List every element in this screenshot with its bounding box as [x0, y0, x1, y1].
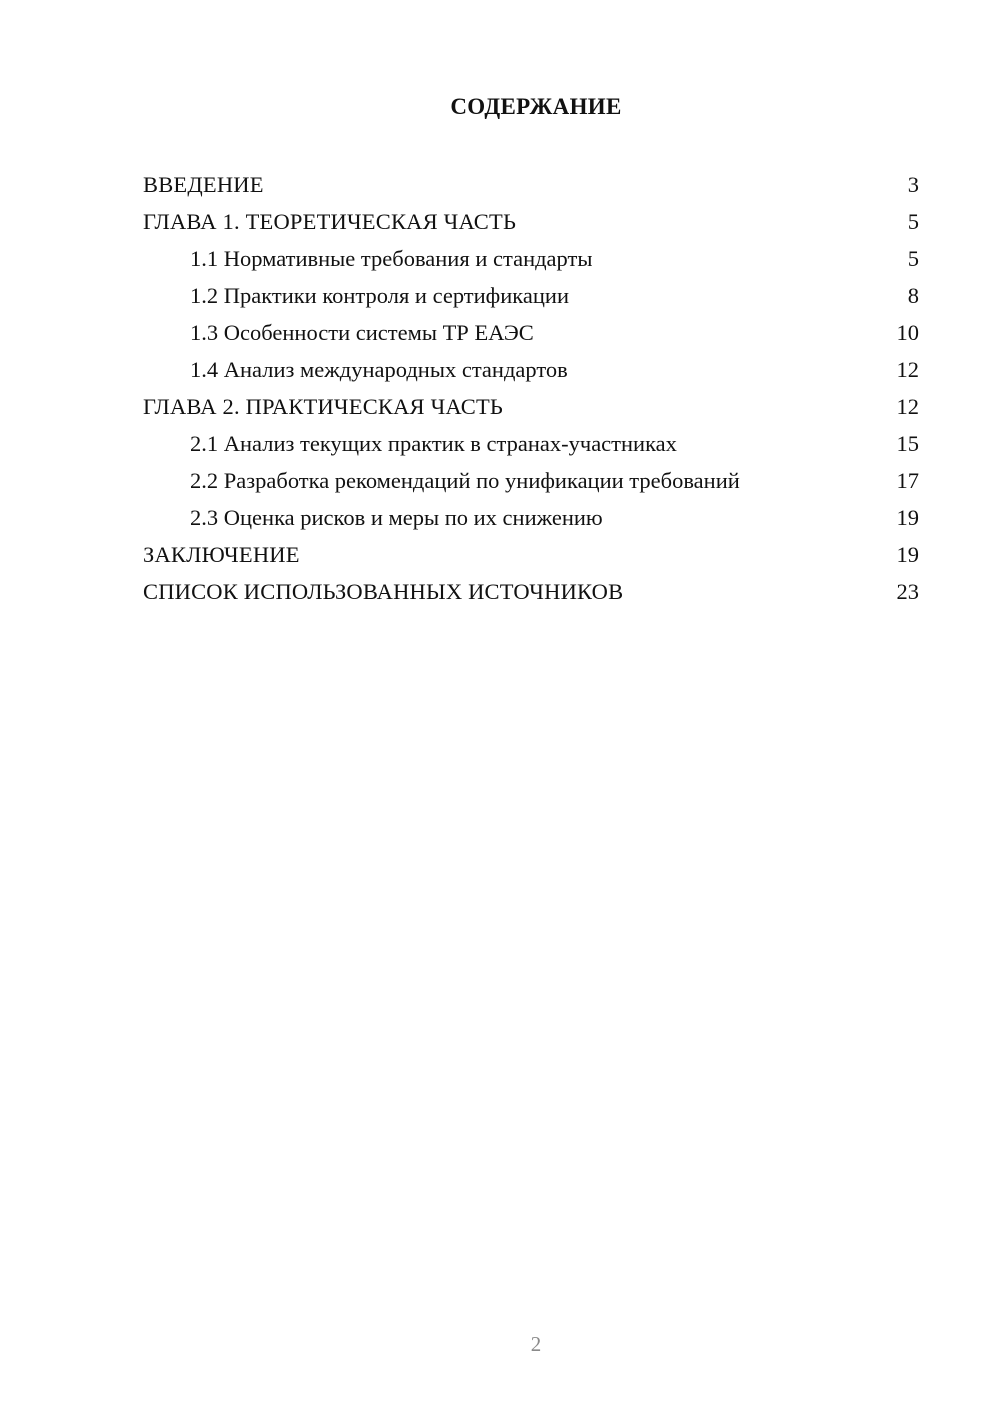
toc-entry-section-1-1[interactable]	[143, 240, 919, 277]
toc-entry-references[interactable]	[143, 573, 919, 610]
page-number: 2	[530, 1332, 542, 1356]
toc-entry-label: ГЛАВА 2. ПРАКТИЧЕСКАЯ ЧАСТЬ	[143, 394, 504, 419]
toc-entry-page: 23	[896, 579, 919, 604]
toc-entry-introduction[interactable]	[143, 166, 919, 203]
toc-entry-label: ЗАКЛЮЧЕНИЕ	[143, 542, 300, 567]
toc-entry-label: 2.3 Оценка рисков и меры по их снижению	[190, 505, 603, 530]
toc-entry-label: 2.1 Анализ текущих практик в странах-участниках	[190, 431, 677, 456]
toc-entry-page: 12	[896, 394, 919, 419]
toc-entry-label: 1.2 Практики контроля и сертификации	[190, 283, 569, 308]
toc-entry-page: 3	[907, 172, 919, 197]
toc-entry-page: 17	[896, 468, 919, 493]
toc-entry-section-2-2[interactable]	[143, 462, 919, 499]
toc-entry-page: 5	[907, 246, 919, 271]
toc-entry-label: ГЛАВА 1. ТЕОРЕТИЧЕСКАЯ ЧАСТЬ	[143, 209, 517, 234]
toc-entry-label: СПИСОК ИСПОЛЬЗОВАННЫХ ИСТОЧНИКОВ	[143, 579, 624, 604]
toc-entry-page: 15	[896, 431, 919, 456]
toc-entry-chapter-1[interactable]	[143, 203, 919, 240]
toc-entry-label: ВВЕДЕНИЕ	[143, 172, 264, 197]
toc-entry-section-1-3[interactable]	[143, 314, 919, 351]
toc-entry-label: 1.1 Нормативные требования и стандарты	[190, 246, 593, 271]
toc-entry-label: 1.3 Особенности системы ТР ЕАЭС	[190, 320, 534, 345]
toc-entry-section-1-4[interactable]	[143, 351, 919, 388]
toc-entry-section-1-2[interactable]	[143, 277, 919, 314]
toc-entry-page: 8	[907, 283, 919, 308]
toc-entry-page: 19	[896, 542, 919, 567]
toc-entry-page: 19	[896, 505, 919, 530]
toc-entry-label: 2.2 Разработка рекомендаций по унификации требований	[190, 468, 740, 493]
toc-entry-section-2-3[interactable]	[143, 499, 919, 536]
toc-entry-page: 5	[907, 209, 919, 234]
toc-entry-page: 10	[896, 320, 919, 345]
toc-entry-label: 1.4 Анализ международных стандартов	[190, 357, 568, 382]
table-of-contents	[143, 166, 919, 610]
toc-entry-chapter-2[interactable]	[143, 388, 919, 425]
toc-entry-conclusion[interactable]	[143, 536, 919, 573]
toc-entry-page: 12	[896, 357, 919, 382]
page-title: СОДЕРЖАНИЕ	[450, 94, 622, 119]
toc-entry-section-2-1[interactable]	[143, 425, 919, 462]
